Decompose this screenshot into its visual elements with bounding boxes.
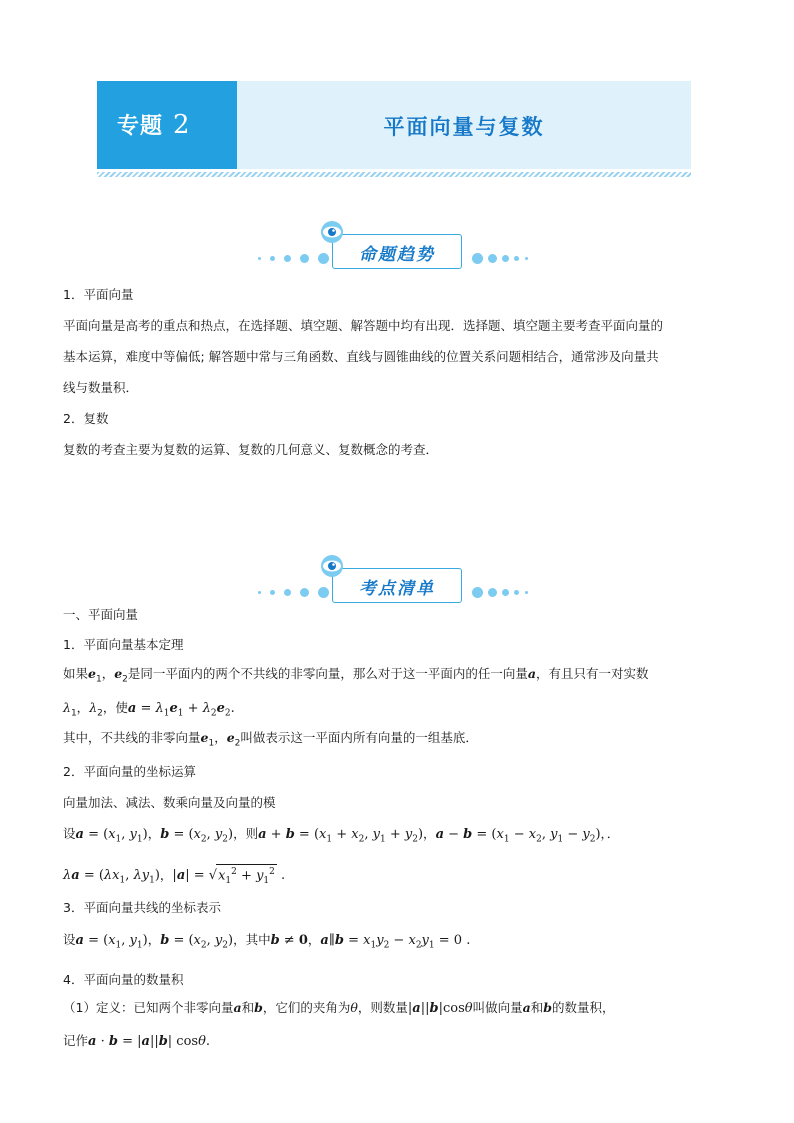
theorem-line-1: 如果$e_1$，$e_2$是同一平面内的两个不共线的非零向量，那么对于这一平面内的任一向量a，有且只有一对实数 <box>63 666 649 685</box>
paragraph-line: 基本运算，难度中等偏低; 解答题中常与三角函数、直线与圆锥曲线的位置关系问题相结合，通常涉及向量共 <box>63 349 659 364</box>
heading-vectors: 1．平面向量 <box>63 287 134 302</box>
section-title: 考点清单 <box>359 579 435 599</box>
paragraph-line: 线与数量积． <box>63 380 139 395</box>
heading-dot-product: 4．平面向量的数量积 <box>63 972 184 987</box>
dot-product-definition: （1）定义：已知两个非零向量a和b，它们的夹角为θ，则数量|a||b|cosθ叫做向量a和b的数量积， <box>63 1000 615 1016</box>
eye-icon <box>318 220 346 244</box>
topic-title-box <box>237 81 691 169</box>
coordinate-ops-formula-2: $\lambda a = (\lambda x_1$, $\lambda y_1$)，$|a| = √x_1^2 + y_1^2$ . <box>63 864 285 889</box>
section-header-trends <box>250 224 540 274</box>
eye-icon <box>318 554 346 578</box>
section-badge <box>332 568 462 603</box>
topic-number: 2 <box>173 110 191 140</box>
coordinate-ops-intro: 向量加法、减法、数乘向量及向量的模 <box>63 795 276 810</box>
paragraph-line: 平面向量是高考的重点和热点，在选择题、填空题、解答题中均有出现．选择题、填空题主要考查平面向量的 <box>63 318 664 333</box>
theorem-line-3: 其中，不共线的非零向量$e_1$，$e_2$叫做表示这一平面内所有向量的一组基底． <box>63 730 478 749</box>
section-title: 命题趋势 <box>359 245 435 265</box>
heading-plane-vectors: 一、平面向量 <box>63 607 139 622</box>
topic-label: 专题 2 <box>117 110 191 140</box>
heading-coordinate-ops: 2．平面向量的坐标运算 <box>63 764 196 779</box>
theorem-line-2: $\lambda_1$，$\lambda_2$，使$a = \lambda_1e_1 + \lambda_2e_2$. <box>63 700 235 719</box>
paragraph-line: 复数的考查主要为复数的运算、复数的几何意义、复数概念的考查． <box>63 442 439 457</box>
coordinate-ops-formula-1: 设$a = (x_1$, $y_1$)，$b = (x_2$, $y_2$)，则$a + b = (x_1 + x_2$, $y_1 + y_2$)，$a - b = (x_1 - x_2$, $y_1 - y_2$)，． <box>63 826 620 845</box>
topic-label-box <box>97 81 237 169</box>
section-header-checklist <box>250 558 540 608</box>
heading-collinear: 3．平面向量共线的坐标表示 <box>63 900 221 915</box>
dot-product-notation: 记作a · b = |a||b| cosθ. <box>63 1033 211 1049</box>
topic-banner <box>97 81 691 169</box>
heading-basic-theorem: 1．平面向量基本定理 <box>63 637 184 652</box>
heading-complex: 2．复数 <box>63 411 109 426</box>
collinear-formula: 设$a = (x_1$, $y_1$)，$b = (x_2$, $y_2$)，其中b ≠ 0，a∥b = $x_1y_2 - x_2y_1 = 0$ . <box>63 932 471 951</box>
section-badge <box>332 234 462 269</box>
banner-hatch-divider <box>97 172 691 177</box>
page-title: 平面向量与复数 <box>383 114 545 139</box>
